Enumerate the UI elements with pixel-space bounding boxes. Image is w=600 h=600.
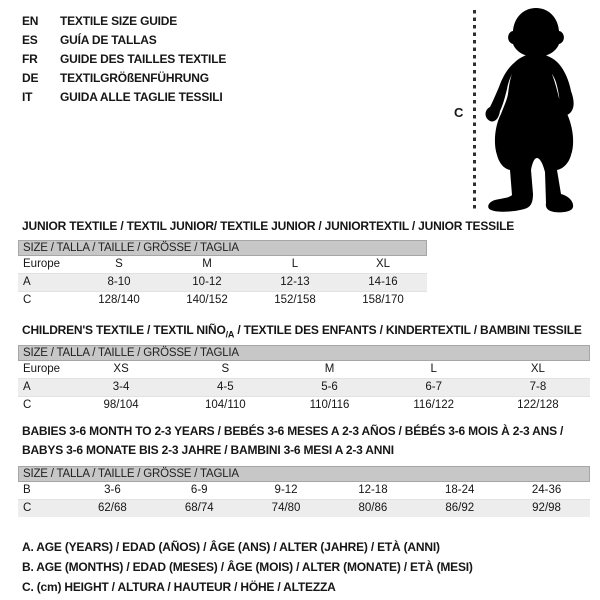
table-row bbox=[18, 379, 590, 397]
row-label: C bbox=[23, 399, 32, 411]
footnotes bbox=[22, 537, 473, 597]
cell-value: M bbox=[202, 258, 212, 270]
row-label: C bbox=[23, 502, 32, 514]
section-title-children-pre: CHILDREN'S TEXTILE / TEXTIL NIÑO bbox=[22, 323, 226, 337]
cell-value: S bbox=[221, 363, 230, 375]
table-row bbox=[18, 482, 590, 500]
row-label: Europe bbox=[23, 363, 61, 375]
language-code: IT bbox=[22, 90, 33, 104]
table-row bbox=[18, 361, 590, 379]
language-code: DE bbox=[22, 71, 39, 85]
cell-value: XS bbox=[113, 363, 129, 375]
cell-value: 128/140 bbox=[98, 294, 140, 306]
section-title-babies-line2: BABYS 3-6 MONATE BIS 2-3 JAHRE / BAMBINI 3-6 MESI A 2-3 ANNI bbox=[22, 443, 394, 457]
section-title-babies-line1: BABIES 3-6 MONTH TO 2-3 YEARS / BEBÉS 3-6 MESES A 2-3 AÑOS / BÉBÉS 3-6 MOIS À 2-3 ANS / bbox=[22, 424, 564, 438]
footnote-line: A. AGE (YEARS) / EDAD (AÑOS) / ÂGE (ANS) / ALTER (JAHRE) / ETÀ (ANNI) bbox=[22, 540, 440, 554]
section-title-children-sub: /A bbox=[225, 329, 235, 340]
cell-value: M bbox=[324, 363, 335, 375]
row-label: Europe bbox=[23, 258, 61, 270]
cell-value: L bbox=[291, 258, 299, 270]
cell-value: 3-4 bbox=[112, 381, 130, 393]
row-label: A bbox=[23, 276, 31, 288]
row-label: A bbox=[23, 381, 31, 393]
cell-value: 104/110 bbox=[204, 399, 246, 411]
children-size-table bbox=[18, 345, 590, 414]
language-label: TEXTILGRÖßENFÜHRUNG bbox=[60, 71, 209, 85]
height-measure-label: C bbox=[454, 105, 464, 120]
row-label: C bbox=[23, 294, 32, 306]
language-row bbox=[22, 50, 226, 69]
cell-value: 10-12 bbox=[192, 276, 222, 288]
cell-value: 86/92 bbox=[445, 502, 475, 514]
cell-value: 24-36 bbox=[531, 484, 562, 496]
table-row bbox=[18, 256, 427, 274]
cell-value: 5-6 bbox=[321, 381, 338, 393]
section-title-children bbox=[22, 321, 582, 344]
cell-value: XL bbox=[375, 258, 391, 270]
cell-value: L bbox=[430, 363, 437, 375]
table-row bbox=[18, 397, 590, 414]
size-header-bar: SIZE / TALLA / TAILLE / GRÖSSE / TAGLIA bbox=[18, 240, 427, 256]
cell-value: 62/68 bbox=[98, 502, 127, 514]
footnote-line: C. (cm) HEIGHT / ALTURA / HAUTEUR / HÖHE / ALTEZZA bbox=[22, 580, 336, 594]
language-row bbox=[22, 69, 226, 88]
cell-value: 140/152 bbox=[186, 294, 228, 306]
cell-value: 122/128 bbox=[517, 399, 559, 411]
language-row bbox=[22, 88, 226, 107]
cell-value: 6-9 bbox=[190, 484, 208, 496]
cell-value: 68/74 bbox=[184, 502, 214, 514]
cell-value: 12-18 bbox=[358, 484, 388, 496]
cell-value: 14-16 bbox=[368, 276, 398, 288]
language-label: GUÍA DE TALLAS bbox=[60, 33, 157, 47]
cell-value: 3-6 bbox=[104, 484, 121, 496]
language-code: FR bbox=[22, 52, 38, 66]
cell-value: 98/104 bbox=[103, 399, 139, 411]
babies-size-table bbox=[18, 466, 590, 517]
cell-value: 116/122 bbox=[413, 399, 455, 411]
section-title-junior: JUNIOR TEXTILE / TEXTIL JUNIOR/ TEXTILE JUNIOR / JUNIORTEXTIL / JUNIOR TESSILE bbox=[22, 219, 515, 233]
language-code: EN bbox=[22, 14, 39, 28]
cell-value: S bbox=[115, 258, 123, 270]
cell-value: 110/116 bbox=[309, 399, 350, 411]
table-row bbox=[18, 274, 427, 292]
size-header-bar: SIZE / TALLA / TAILLE / GRÖSSE / TAGLIA bbox=[18, 345, 590, 361]
cell-value: 12-13 bbox=[280, 276, 310, 288]
cell-value: 92/98 bbox=[532, 502, 561, 514]
cell-value: 18-24 bbox=[445, 484, 475, 496]
cell-value: 6-7 bbox=[425, 381, 443, 393]
cell-value: 80/86 bbox=[358, 502, 388, 514]
cell-value: 9-12 bbox=[274, 484, 298, 496]
language-label: TEXTILE SIZE GUIDE bbox=[60, 14, 178, 28]
language-row bbox=[22, 31, 226, 50]
cell-value: XL bbox=[530, 363, 545, 375]
junior-size-table bbox=[18, 240, 427, 309]
row-label: B bbox=[23, 484, 31, 496]
section-title-children-post: / TEXTILE DES ENFANTS / KINDERTEXTIL / BAMBINI TESSILE bbox=[234, 323, 582, 337]
footnote-line: B. AGE (MONTHS) / EDAD (MESES) / ÂGE (MOIS) / ALTER (MONATE) / ETÀ (MESI) bbox=[22, 560, 473, 574]
language-label: GUIDE DES TAILLES TEXTILE bbox=[60, 52, 227, 66]
size-header-bar: SIZE / TALLA / TAILLE / GRÖSSE / TAGLIA bbox=[18, 466, 590, 482]
cell-value: 4-5 bbox=[216, 381, 234, 393]
cell-value: 74/80 bbox=[271, 502, 301, 514]
language-label: GUIDA ALLE TAGLIE TESSILI bbox=[60, 90, 223, 104]
cell-value: 152/158 bbox=[274, 294, 316, 306]
section-title-babies bbox=[22, 422, 563, 460]
cell-value: 7-8 bbox=[529, 381, 547, 393]
table-row bbox=[18, 500, 590, 517]
cell-value: 158/170 bbox=[362, 294, 404, 306]
height-measure-dashed-line bbox=[473, 10, 476, 211]
language-row bbox=[22, 12, 226, 31]
toddler-silhouette-icon bbox=[477, 6, 592, 214]
language-code: ES bbox=[22, 33, 38, 47]
cell-value: 8-10 bbox=[107, 276, 131, 288]
table-row bbox=[18, 292, 427, 309]
language-list bbox=[22, 12, 226, 107]
